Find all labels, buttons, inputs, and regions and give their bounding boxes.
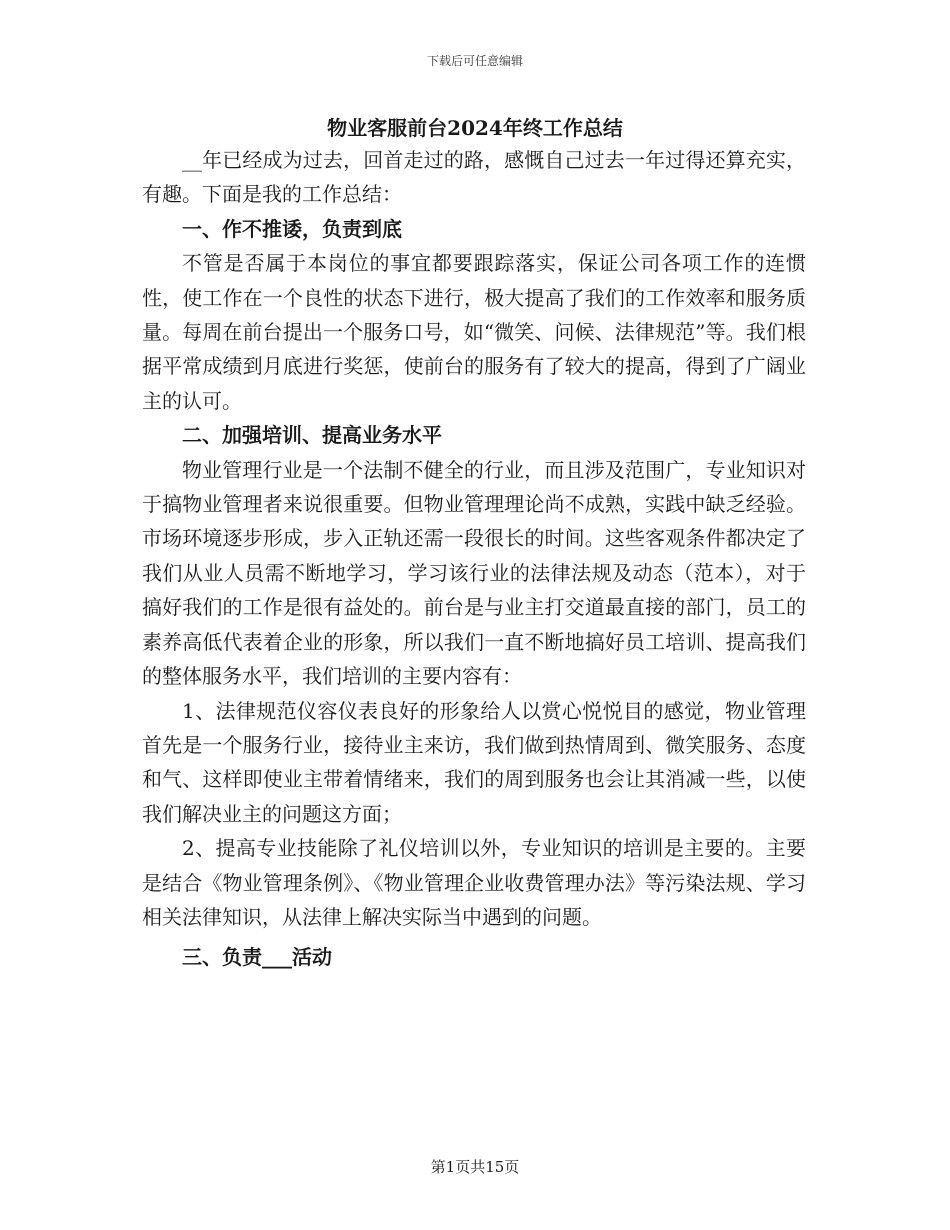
section-heading-3: 三、负责___活动	[182, 945, 332, 970]
page-number: 第1页共15页	[430, 1158, 520, 1176]
section-heading-2: 二、加强培训、提高业务水平	[182, 423, 442, 448]
section-heading-1: 一、作不推诿，负责到底	[182, 216, 402, 241]
intro-paragraph: __年已经成为过去，回首走过的路，感慨自己过去一年过得还算充实，有趣。下面是我的工作总结：	[142, 148, 806, 207]
training-item-1: 1、法律规范仪容仪表良好的形象给人以赏心悦悦目的感觉，物业管理首先是一个服务行业，接待业主来访，我们做到热情周到、微笑服务、态度和气、这样即使业主带着情绪来，我们的周到服务也会让其消减一些，以使我们解决业主的问题这方面；	[142, 698, 806, 826]
document-title: 物业客服前台2024年终工作总结	[327, 116, 623, 140]
training-item-2: 2、提高专业技能除了礼仪培训以外，专业知识的培训是主要的。主要是结合《物业管理条例》、《物业管理企业收费管理办法》等污染法规、学习相关法律知识，从法律上解决实际当中遇到的问题。	[142, 836, 806, 929]
section-1-paragraph: 不管是否属于本岗位的事宜都要跟踪落实，保证公司各项工作的连惯性，使工作在一个良性的状态下进行，极大提高了我们的工作效率和服务质量。每周在前台提出一个服务口号，如“微笑、问候、法律规范”等。我们根据平常成绩到月底进行奖惩，使前台的服务有了较大的提高，得到了广阔业主的认可。	[142, 251, 806, 413]
document-body	[142, 143, 806, 975]
header-note: 下载后可任意编辑	[426, 54, 523, 68]
section-2-paragraph: 物业管理行业是一个法制不健全的行业，而且涉及范围广，专业知识对于搞物业管理者来说很重要。但物业管理理论尚不成熟，实践中缺乏经验。市场环境逐步形成，步入正轨还需一段很长的时间。这些客观条件都决定了我们从业人员需不断地学习，学习该行业的法律法规及动态（范本），对于搞好我们的工作是很有益处的。前台是与业主打交道最直接的部门，员工的素养高低代表着企业的形象，所以我们一直不断地搞好员工培训、提高我们的整体服务水平，我们培训的主要内容有：	[142, 457, 806, 689]
